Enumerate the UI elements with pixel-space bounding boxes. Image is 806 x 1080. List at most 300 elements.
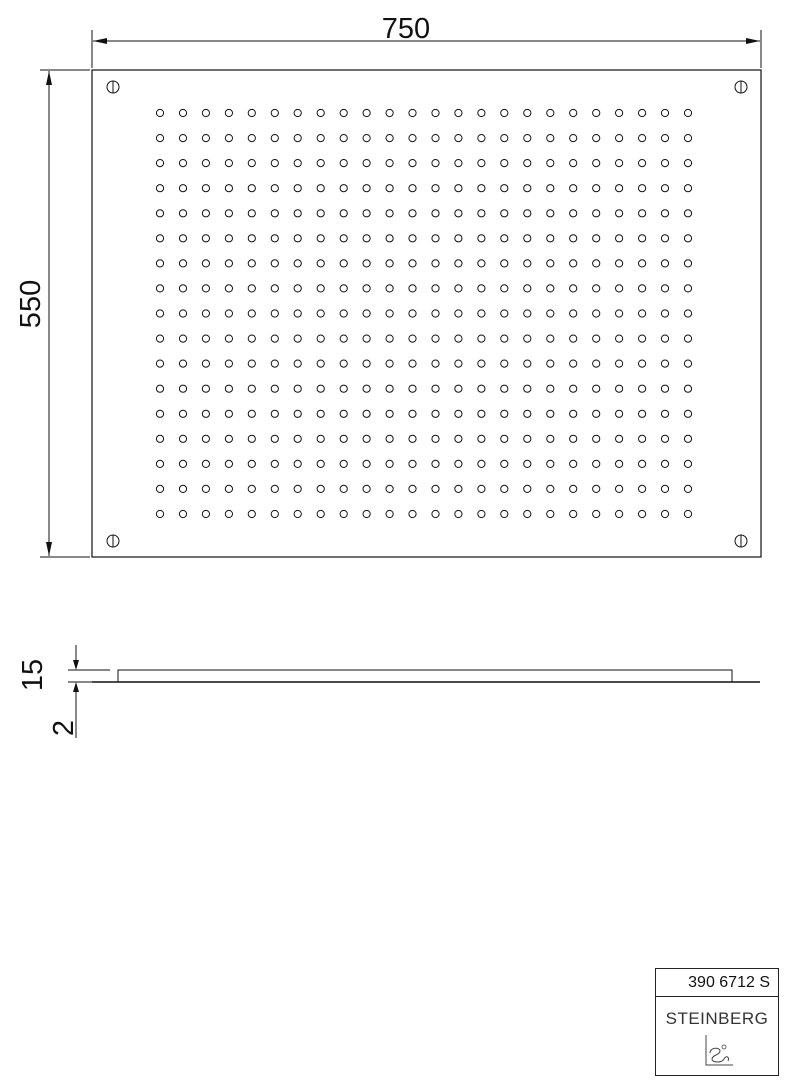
nozzle-hole	[616, 310, 623, 317]
nozzle-hole	[570, 285, 577, 292]
nozzle-hole	[271, 485, 278, 492]
nozzle-hole	[684, 285, 691, 292]
nozzle-hole	[248, 460, 255, 467]
nozzle-hole	[501, 235, 508, 242]
nozzle-hole	[661, 435, 668, 442]
nozzle-hole	[478, 460, 485, 467]
nozzle-hole	[524, 335, 531, 342]
nozzle-hole	[639, 410, 646, 417]
nozzle-hole	[432, 510, 439, 517]
nozzle-hole	[501, 210, 508, 217]
nozzle-hole	[455, 410, 462, 417]
nozzle-hole	[225, 510, 232, 517]
nozzle-hole	[409, 310, 416, 317]
nozzle-hole	[409, 510, 416, 517]
height-label: 550	[15, 279, 47, 329]
nozzle-hole	[317, 435, 324, 442]
nozzle-hole	[616, 485, 623, 492]
thickness-label: 15	[17, 658, 49, 692]
nozzle-hole	[593, 485, 600, 492]
nozzle-hole	[501, 185, 508, 192]
nozzle-hole	[156, 510, 163, 517]
nozzle-hole-grid	[156, 109, 691, 517]
nozzle-hole	[547, 460, 554, 467]
nozzle-hole	[179, 510, 186, 517]
nozzle-hole	[501, 485, 508, 492]
nozzle-hole	[616, 360, 623, 367]
nozzle-hole	[294, 335, 301, 342]
nozzle-hole	[639, 485, 646, 492]
nozzle-hole	[616, 410, 623, 417]
nozzle-hole	[363, 385, 370, 392]
nozzle-hole	[225, 135, 232, 142]
nozzle-hole	[639, 385, 646, 392]
nozzle-hole	[661, 385, 668, 392]
nozzle-hole	[248, 385, 255, 392]
nozzle-hole	[616, 235, 623, 242]
nozzle-hole	[570, 135, 577, 142]
nozzle-hole	[340, 435, 347, 442]
nozzle-hole	[524, 260, 531, 267]
nozzle-hole	[570, 510, 577, 517]
nozzle-hole	[661, 510, 668, 517]
nozzle-hole	[202, 160, 209, 167]
nozzle-hole	[248, 285, 255, 292]
nozzle-hole	[616, 160, 623, 167]
nozzle-hole	[547, 385, 554, 392]
nozzle-hole	[570, 160, 577, 167]
nozzle-hole	[271, 285, 278, 292]
nozzle-hole	[455, 485, 462, 492]
nozzle-hole	[271, 109, 278, 116]
nozzle-hole	[202, 235, 209, 242]
nozzle-hole	[386, 385, 393, 392]
nozzle-hole	[455, 185, 462, 192]
nozzle-hole	[294, 385, 301, 392]
nozzle-hole	[639, 160, 646, 167]
nozzle-hole	[547, 235, 554, 242]
title-block	[655, 968, 779, 1076]
nozzle-hole	[547, 310, 554, 317]
nozzle-hole	[524, 210, 531, 217]
nozzle-hole	[478, 510, 485, 517]
nozzle-hole	[225, 335, 232, 342]
nozzle-hole	[179, 385, 186, 392]
nozzle-hole	[179, 135, 186, 142]
nozzle-hole	[455, 109, 462, 116]
nozzle-hole	[547, 360, 554, 367]
nozzle-hole	[294, 410, 301, 417]
nozzle-hole	[547, 410, 554, 417]
nozzle-hole	[684, 435, 691, 442]
nozzle-hole	[156, 435, 163, 442]
nozzle-hole	[593, 260, 600, 267]
nozzle-hole	[684, 185, 691, 192]
nozzle-hole	[409, 235, 416, 242]
nozzle-hole	[156, 160, 163, 167]
nozzle-hole	[386, 210, 393, 217]
nozzle-hole	[225, 210, 232, 217]
nozzle-hole	[202, 185, 209, 192]
nozzle-hole	[684, 410, 691, 417]
nozzle-hole	[661, 285, 668, 292]
nozzle-hole	[455, 510, 462, 517]
nozzle-hole	[593, 460, 600, 467]
nozzle-hole	[432, 310, 439, 317]
nozzle-hole	[179, 410, 186, 417]
nozzle-hole	[363, 510, 370, 517]
nozzle-hole	[225, 260, 232, 267]
nozzle-hole	[340, 410, 347, 417]
plate-profile	[118, 670, 732, 682]
nozzle-hole	[156, 385, 163, 392]
nozzle-hole	[294, 510, 301, 517]
nozzle-hole	[179, 485, 186, 492]
nozzle-hole	[547, 285, 554, 292]
nozzle-hole	[455, 160, 462, 167]
nozzle-hole	[363, 235, 370, 242]
nozzle-hole	[593, 160, 600, 167]
nozzle-hole	[202, 260, 209, 267]
nozzle-hole	[363, 335, 370, 342]
nozzle-hole	[225, 235, 232, 242]
nozzle-hole	[340, 185, 347, 192]
nozzle-hole	[271, 135, 278, 142]
nozzle-hole	[524, 135, 531, 142]
nozzle-hole	[684, 510, 691, 517]
nozzle-hole	[547, 485, 554, 492]
nozzle-hole	[386, 160, 393, 167]
nozzle-hole	[317, 210, 324, 217]
nozzle-hole	[202, 109, 209, 116]
nozzle-hole	[501, 460, 508, 467]
nozzle-hole	[570, 210, 577, 217]
nozzle-hole	[156, 285, 163, 292]
nozzle-hole	[524, 109, 531, 116]
nozzle-hole	[409, 360, 416, 367]
nozzle-hole	[478, 385, 485, 392]
nozzle-hole	[340, 260, 347, 267]
nozzle-hole	[363, 210, 370, 217]
nozzle-hole	[340, 335, 347, 342]
nozzle-hole	[202, 460, 209, 467]
nozzle-hole	[202, 435, 209, 442]
nozzle-hole	[317, 410, 324, 417]
nozzle-hole	[570, 185, 577, 192]
nozzle-hole	[225, 310, 232, 317]
nozzle-hole	[317, 385, 324, 392]
nozzle-hole	[340, 310, 347, 317]
nozzle-hole	[661, 109, 668, 116]
nozzle-hole	[524, 510, 531, 517]
nozzle-hole	[684, 135, 691, 142]
nozzle-hole	[271, 385, 278, 392]
nozzle-hole	[570, 460, 577, 467]
nozzle-hole	[524, 310, 531, 317]
nozzle-hole	[156, 260, 163, 267]
nozzle-hole	[661, 260, 668, 267]
nozzle-hole	[501, 360, 508, 367]
nozzle-hole	[317, 310, 324, 317]
nozzle-hole	[340, 160, 347, 167]
nozzle-hole	[317, 160, 324, 167]
nozzle-hole	[202, 410, 209, 417]
gap-label: 2	[48, 719, 80, 737]
nozzle-hole	[271, 160, 278, 167]
nozzle-hole	[179, 285, 186, 292]
nozzle-hole	[639, 310, 646, 317]
nozzle-hole	[547, 109, 554, 116]
nozzle-hole	[248, 235, 255, 242]
nozzle-hole	[294, 185, 301, 192]
nozzle-hole	[547, 185, 554, 192]
nozzle-hole	[248, 360, 255, 367]
screw-icon	[735, 81, 747, 93]
nozzle-hole	[455, 235, 462, 242]
nozzle-hole	[478, 185, 485, 192]
nozzle-hole	[432, 135, 439, 142]
nozzle-hole	[616, 435, 623, 442]
nozzle-hole	[202, 310, 209, 317]
screw-icon	[735, 535, 747, 547]
nozzle-hole	[179, 185, 186, 192]
nozzle-hole	[455, 285, 462, 292]
nozzle-hole	[363, 135, 370, 142]
nozzle-hole	[570, 310, 577, 317]
nozzle-hole	[202, 210, 209, 217]
nozzle-hole	[684, 160, 691, 167]
nozzle-hole	[271, 360, 278, 367]
screw-icon	[107, 81, 119, 93]
nozzle-hole	[684, 335, 691, 342]
nozzle-hole	[317, 235, 324, 242]
nozzle-hole	[294, 135, 301, 142]
nozzle-hole	[179, 210, 186, 217]
nozzle-hole	[661, 210, 668, 217]
nozzle-hole	[386, 510, 393, 517]
nozzle-hole	[271, 310, 278, 317]
nozzle-hole	[524, 160, 531, 167]
nozzle-hole	[156, 109, 163, 116]
article-number: 390 6712 S	[656, 969, 778, 997]
nozzle-hole	[501, 260, 508, 267]
nozzle-hole	[455, 260, 462, 267]
nozzle-hole	[271, 235, 278, 242]
nozzle-hole	[340, 210, 347, 217]
nozzle-hole	[661, 460, 668, 467]
nozzle-hole	[156, 410, 163, 417]
nozzle-hole	[432, 385, 439, 392]
nozzle-hole	[684, 460, 691, 467]
nozzle-hole	[271, 185, 278, 192]
nozzle-hole	[684, 210, 691, 217]
nozzle-hole	[225, 485, 232, 492]
nozzle-hole	[593, 310, 600, 317]
nozzle-hole	[661, 135, 668, 142]
nozzle-hole	[661, 335, 668, 342]
nozzle-hole	[156, 460, 163, 467]
plate-outline	[92, 70, 761, 557]
nozzle-hole	[386, 410, 393, 417]
width-label: 750	[381, 13, 431, 45]
nozzle-hole	[593, 335, 600, 342]
nozzle-hole	[340, 235, 347, 242]
nozzle-hole	[524, 285, 531, 292]
nozzle-hole	[570, 485, 577, 492]
nozzle-hole	[478, 435, 485, 442]
nozzle-hole	[179, 360, 186, 367]
nozzle-hole	[317, 135, 324, 142]
nozzle-hole	[593, 285, 600, 292]
nozzle-hole	[271, 335, 278, 342]
nozzle-hole	[593, 385, 600, 392]
nozzle-hole	[317, 510, 324, 517]
nozzle-hole	[570, 335, 577, 342]
nozzle-hole	[616, 260, 623, 267]
nozzle-hole	[661, 160, 668, 167]
nozzle-hole	[593, 410, 600, 417]
nozzle-hole	[409, 485, 416, 492]
nozzle-hole	[661, 235, 668, 242]
nozzle-hole	[570, 260, 577, 267]
nozzle-hole	[225, 460, 232, 467]
nozzle-hole	[294, 285, 301, 292]
nozzle-hole	[570, 385, 577, 392]
nozzle-hole	[478, 335, 485, 342]
nozzle-hole	[639, 235, 646, 242]
nozzle-hole	[363, 109, 370, 116]
nozzle-hole	[501, 109, 508, 116]
nozzle-hole	[271, 510, 278, 517]
nozzle-hole	[386, 285, 393, 292]
nozzle-hole	[661, 310, 668, 317]
nozzle-hole	[593, 185, 600, 192]
nozzle-hole	[340, 285, 347, 292]
nozzle-hole	[294, 160, 301, 167]
nozzle-hole	[547, 260, 554, 267]
nozzle-hole	[616, 385, 623, 392]
nozzle-hole	[639, 285, 646, 292]
nozzle-hole	[386, 135, 393, 142]
nozzle-hole	[340, 360, 347, 367]
nozzle-hole	[524, 485, 531, 492]
nozzle-hole	[179, 109, 186, 116]
nozzle-hole	[202, 385, 209, 392]
nozzle-hole	[593, 360, 600, 367]
nozzle-hole	[225, 285, 232, 292]
nozzle-hole	[501, 285, 508, 292]
nozzle-hole	[202, 285, 209, 292]
nozzle-hole	[432, 185, 439, 192]
nozzle-hole	[455, 385, 462, 392]
nozzle-hole	[616, 135, 623, 142]
nozzle-hole	[478, 160, 485, 167]
nozzle-hole	[547, 210, 554, 217]
nozzle-hole	[294, 360, 301, 367]
nozzle-hole	[294, 109, 301, 116]
nozzle-hole	[455, 135, 462, 142]
nozzle-hole	[501, 435, 508, 442]
nozzle-hole	[409, 435, 416, 442]
nozzle-hole	[363, 485, 370, 492]
nozzle-hole	[432, 485, 439, 492]
nozzle-hole	[294, 485, 301, 492]
nozzle-hole	[455, 435, 462, 442]
nozzle-hole	[478, 310, 485, 317]
nozzle-hole	[616, 460, 623, 467]
nozzle-hole	[661, 360, 668, 367]
nozzle-hole	[225, 185, 232, 192]
nozzle-hole	[639, 109, 646, 116]
nozzle-hole	[363, 260, 370, 267]
nozzle-hole	[156, 335, 163, 342]
nozzle-hole	[432, 360, 439, 367]
nozzle-hole	[432, 210, 439, 217]
nozzle-hole	[478, 260, 485, 267]
nozzle-hole	[248, 485, 255, 492]
nozzle-hole	[639, 510, 646, 517]
nozzle-hole	[547, 160, 554, 167]
nozzle-hole	[616, 510, 623, 517]
nozzle-hole	[340, 385, 347, 392]
nozzle-hole	[639, 360, 646, 367]
nozzle-hole	[363, 185, 370, 192]
nozzle-hole	[225, 109, 232, 116]
nozzle-hole	[570, 410, 577, 417]
nozzle-hole	[524, 410, 531, 417]
nozzle-hole	[570, 235, 577, 242]
width-dimension	[92, 13, 761, 68]
nozzle-hole	[409, 460, 416, 467]
nozzle-hole	[501, 310, 508, 317]
nozzle-hole	[317, 109, 324, 116]
nozzle-hole	[501, 385, 508, 392]
nozzle-hole	[386, 310, 393, 317]
nozzle-hole	[363, 435, 370, 442]
nozzle-hole	[225, 160, 232, 167]
nozzle-hole	[684, 260, 691, 267]
nozzle-hole	[340, 109, 347, 116]
nozzle-hole	[386, 435, 393, 442]
nozzle-hole	[179, 260, 186, 267]
nozzle-hole	[524, 235, 531, 242]
nozzle-hole	[432, 335, 439, 342]
nozzle-hole	[524, 360, 531, 367]
nozzle-hole	[684, 385, 691, 392]
nozzle-hole	[271, 410, 278, 417]
nozzle-hole	[432, 260, 439, 267]
nozzle-hole	[478, 210, 485, 217]
nozzle-hole	[616, 210, 623, 217]
nozzle-hole	[409, 160, 416, 167]
nozzle-hole	[248, 435, 255, 442]
nozzle-hole	[179, 435, 186, 442]
nozzle-hole	[684, 360, 691, 367]
nozzle-hole	[478, 485, 485, 492]
nozzle-hole	[455, 335, 462, 342]
nozzle-hole	[616, 185, 623, 192]
nozzle-hole	[156, 485, 163, 492]
nozzle-hole	[156, 135, 163, 142]
nozzle-hole	[363, 410, 370, 417]
nozzle-hole	[340, 460, 347, 467]
thickness-dimension	[17, 645, 110, 738]
nozzle-hole	[179, 160, 186, 167]
nozzle-hole	[409, 185, 416, 192]
nozzle-hole	[409, 285, 416, 292]
nozzle-hole	[501, 335, 508, 342]
nozzle-hole	[570, 360, 577, 367]
